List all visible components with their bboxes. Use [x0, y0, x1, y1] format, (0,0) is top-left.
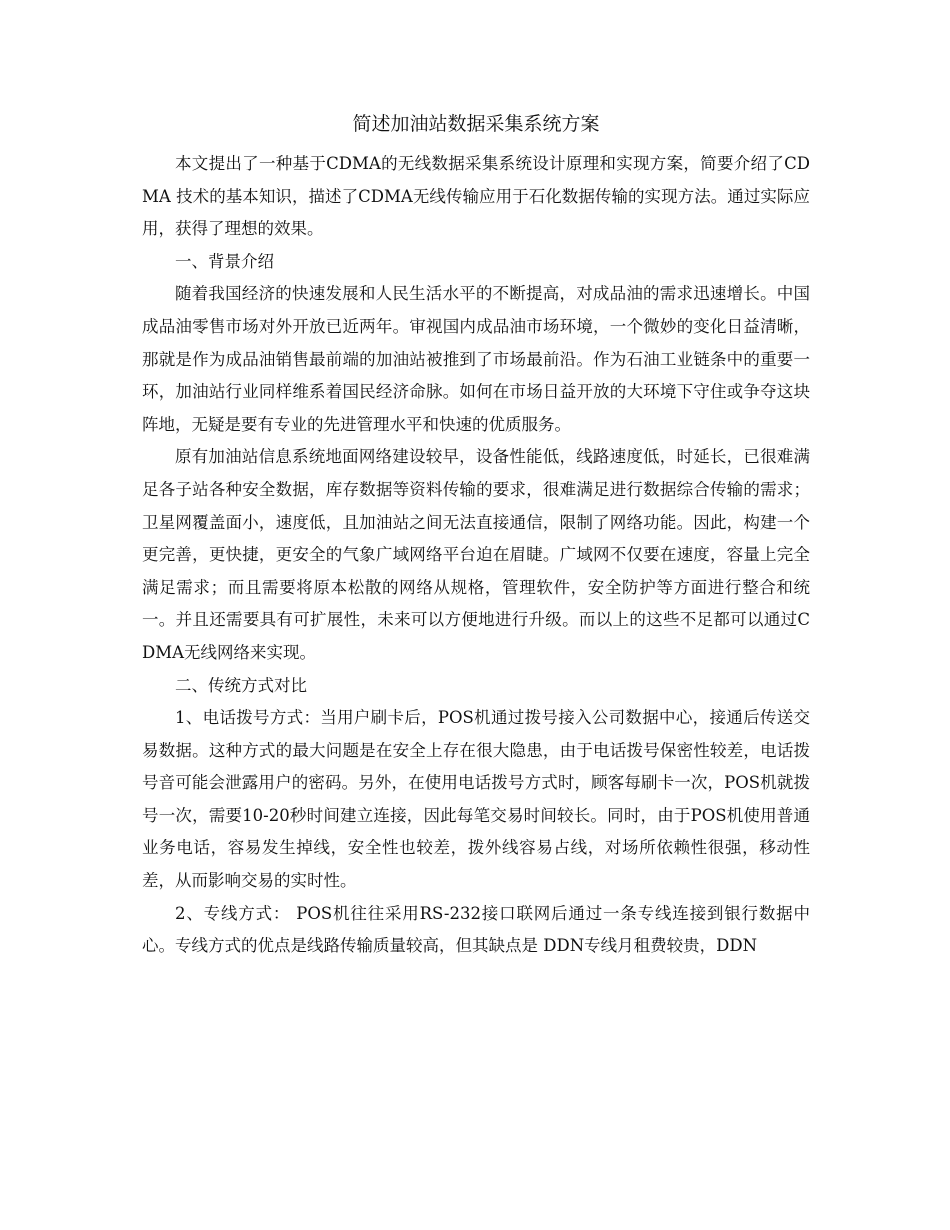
section-heading-comparison: 二、传统方式对比	[175, 675, 307, 695]
comparison-paragraph-dialup: 1、电话拨号方式：当用户刷卡后，POS机通过拨号接入公司数据中心，接通后传送交易数据。这种方式的最大问题是在安全上存在很大隐患，由于电话拨号保密性较差，电话拨号音可能会泄露用户的密码。另外，在使用电话拨号方式时，顾客每刷卡一次，POS机就拨号一次，需要10-20秒时间建立连接，因此每笔交易时间较长。同时，由于POS机使用普通业务电话，容易发生掉线，安全性也较差，拨外线容易占线，对场所依赖性很强，移动性差，从而影响交易的实时性。	[142, 708, 810, 891]
background-paragraph-1: 随着我国经济的快速发展和人民生活水平的不断提高，对成品油的需求迅速增长。中国成品油零售市场对外开放已近两年。审视国内成品油市场环境，一个微妙的变化日益清晰，那就是作为成品油销售最前端的加油站被推到了市场最前沿。作为石油工业链条中的重要一环，加油站行业同样维系着国民经济命脉。如何在市场日益开放的大环境下守住或争夺这块阵地，无疑是要有专业的先进管理水平和快速的优质服务。	[142, 284, 810, 434]
document-title: 简述加油站数据采集系统方案	[352, 113, 600, 135]
section-heading-background: 一、背景介绍	[175, 251, 274, 271]
background-paragraph-2: 原有加油站信息系统地面网络建设较早，设备性能低，线路速度低，时延长，已很难满足各子站各种安全数据，库存数据等资料传输的要求，很难满足进行数据综合传输的需求；卫星网覆盖面小，速度低，且加油站之间无法直接通信，限制了网络功能。因此，构建一个更完善，更快捷，更安全的气象广域网络平台迫在眉睫。广域网不仅要在速度，容量上完全满足需求；而且需要将原本松散的网络从规格，管理软件，安全防护等方面进行整合和统一。并且还需要具有可扩展性，未来可以方便地进行升级。而以上的这些不足都可以通过CDMA无线网络来实现。	[142, 447, 810, 662]
comparison-paragraph-leased-line: 2、专线方式： POS机往往采用RS-232接口联网后通过一条专线连接到银行数据中心。专线方式的优点是线路传输质量较高，但其缺点是 DDN专线月租费较贵，DDN	[142, 903, 810, 956]
abstract-paragraph: 本文提出了一种基于CDMA的无线数据采集系统设计原理和实现方案，简要介绍了CDMA 技术的基本知识，描述了CDMA无线传输应用于石化数据传输的实现方法。通过实际应用，获得了理想的效果。	[142, 154, 810, 239]
document-page	[142, 104, 810, 963]
